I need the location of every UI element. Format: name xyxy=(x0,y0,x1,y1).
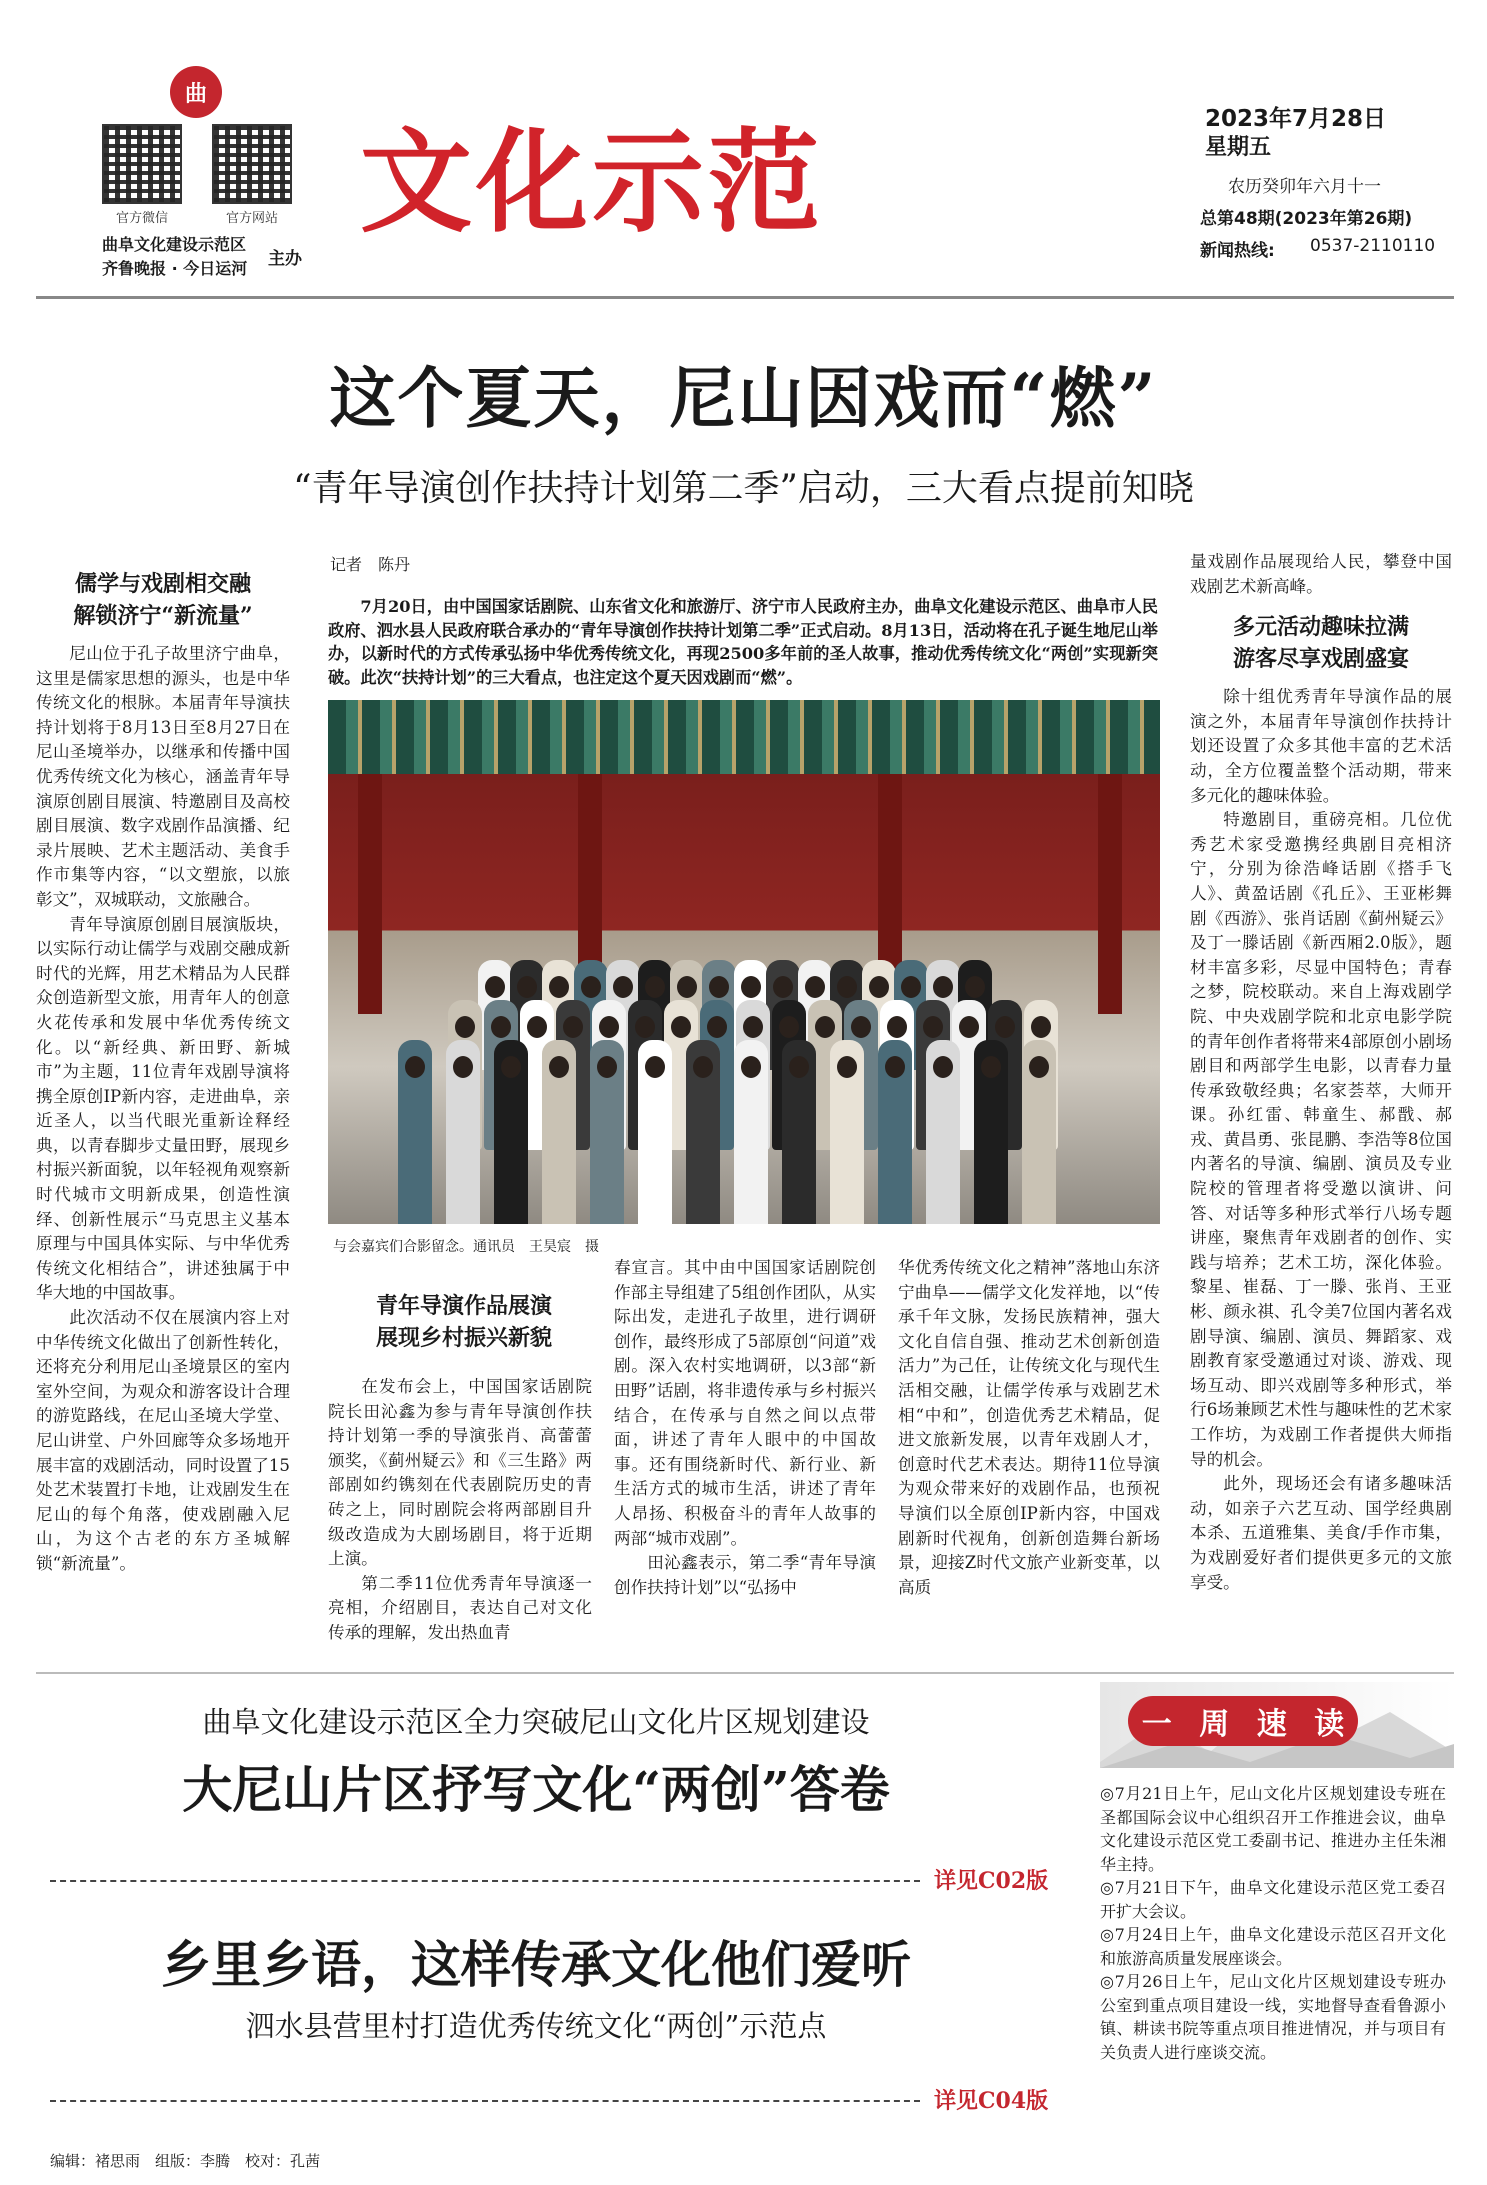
issue-weekday: 星期五 xyxy=(1205,135,1272,160)
person-head xyxy=(1029,1056,1049,1078)
middle-heading-2: 展现乡村振兴新貌 xyxy=(375,1325,552,1351)
story1-ref-link[interactable]: 详见C02版 xyxy=(934,1868,1049,1894)
weekly-title-char: 周 xyxy=(1199,1707,1230,1742)
weekly-item: ◎7月26日上午，尼山文化片区规划建设专班办公室到重点项目建设一线，实地督导查看鲁源小镇、耕读书院等重点项目推进情况，并与项目有关负责人进行座谈交流。 xyxy=(1100,1972,1446,2062)
person-head xyxy=(933,1056,953,1078)
middle-col-1 xyxy=(328,1375,592,1646)
person-head xyxy=(815,1016,835,1038)
sponsor-line-1: 曲阜文化建设示范区 xyxy=(102,235,247,254)
person-head xyxy=(501,1056,521,1078)
lead-intro: 7月20日，由中国国家话剧院、山东省文化和旅游厅、济宁市人民政府主办，曲阜文化建设示范区、曲阜市人民政府、泗水县人民政府联合承办的“青年导演创作扶持计划第二季”正式启动。8月13日，活动将在孔子诞生地尼山举办，以新时代的方式传承弘扬中华优秀传统文化，再现2500多年前的圣人故事，推动优秀传统文化“两创”实现新突破。此次“扶持计划”的三大看点，也注定这个夏天因戏剧而“燃”。 xyxy=(328,597,1158,687)
weekly-title-char: 读 xyxy=(1314,1707,1345,1742)
byline: 记者 陈丹 xyxy=(330,555,411,574)
person-head xyxy=(789,1056,809,1078)
issue-date: 2023年7月28日 xyxy=(1205,106,1387,132)
left-body xyxy=(36,642,290,1577)
lead-headline: 这个夏天，尼山因戏而“燃” xyxy=(329,359,1158,437)
person-head xyxy=(837,1056,857,1078)
person-head xyxy=(527,1016,547,1038)
weekly-item: ◎7月24日上午，曲阜文化建设示范区召开文化和旅游高质量发展座谈会。 xyxy=(1100,1925,1446,1968)
person-head xyxy=(959,1016,979,1038)
weekly-banner xyxy=(1100,1682,1454,1768)
story1-headline: 大尼山片区抒写文化“两创”答卷 xyxy=(182,1760,890,1819)
middle-paragraph: 田沁鑫表示，第二季“青年导演创作扶持计划”以“弘扬中 xyxy=(614,1553,876,1597)
middle-heading-1: 青年导演作品展演 xyxy=(375,1293,552,1319)
qr-code-website[interactable] xyxy=(212,124,292,204)
right-heading-2: 游客尽享戏剧盛宴 xyxy=(1232,646,1409,673)
masthead xyxy=(0,0,1487,300)
weekly-item: ◎7月21日上午，尼山文化片区规划建设专班在圣都国际会议中心组织召开工作推进会议，曲阜文化建设示范区党工委副书记、推进办主任朱湘华主持。 xyxy=(1100,1784,1446,1874)
paper-title: 文化示范 xyxy=(360,118,824,248)
hotline-label: 新闻热线: xyxy=(1200,241,1275,261)
person-head xyxy=(485,976,505,998)
person-head xyxy=(405,1056,425,1078)
person-head xyxy=(581,976,601,998)
person-head xyxy=(707,1016,727,1038)
person-head xyxy=(1031,1016,1051,1038)
person-head xyxy=(455,1016,475,1038)
photo-caption: 与会嘉宾们合影留念。通讯员 王昊宸 摄 xyxy=(333,1239,599,1255)
person-head xyxy=(773,976,793,998)
qr-label-website: 官方网站 xyxy=(225,211,278,226)
person-head xyxy=(981,1056,1001,1078)
person-head xyxy=(549,1056,569,1078)
person-head xyxy=(645,1056,665,1078)
person-head xyxy=(645,976,665,998)
sponsor-role: 主办 xyxy=(268,249,302,269)
person-head xyxy=(741,976,761,998)
weekly-title-char: 速 xyxy=(1256,1707,1287,1742)
masthead-divider xyxy=(36,296,1454,299)
qr-code-wechat[interactable] xyxy=(102,124,182,204)
person-head xyxy=(635,1016,655,1038)
right-heading-1: 多元活动趣味拉满 xyxy=(1232,614,1409,641)
right-paragraph: 除十组优秀青年导演作品的展演之外，本届青年导演创作扶持计划还设置了众多其他丰富的艺术活动，全方位覆盖整个活动期，带来多元化的趣味体验。 xyxy=(1190,687,1452,805)
story2-ref-link[interactable]: 详见C04版 xyxy=(934,2088,1049,2114)
person-head xyxy=(671,1016,691,1038)
right-paragraph: 特邀剧目，重磅亮相。几位优秀艺术家受邀携经典剧目亮相济宁，分别为徐浩峰话剧《搭手飞人》、黄盈话剧《孔丘》、王亚彬舞剧《西游》、张肖话剧《蓟州疑云》及丁一滕话剧《新西厢2.0版》，题材丰富多彩，尽显中国特色；青春之梦，院校联动。来自上海戏剧学院、中央戏剧学院和北京电影学院的青年创作者将带来4部原创小剧场剧目和两部学生电影，以青春力量传承致敬经典；名家荟萃，大师开课。孙红雷、韩童生、郝戬、郝戎、黄昌勇、张昆鹏、李浩等8位国内著名的导演、编剧、演员及专业院校的管理者将受邀以演讲、问答、对话等多种形式举行八场专题讲座，聚焦青年戏剧者的创作、实践与培养；艺术工坊，深化体验。黎星、崔磊、丁一滕、张肖、王亚彬、颜永祺、孔令美7位国内著名戏剧导演、编剧、演员、舞蹈家、戏剧教育家受邀通过对谈、游戏、现场互动、即兴戏剧等多种形式，举行6场兼顾艺术性与趣味性的艺术家工作坊，为戏剧工作者提供大师指导的机会。 xyxy=(1190,810,1452,1469)
person-head xyxy=(901,976,921,998)
person-head xyxy=(677,976,697,998)
right-paragraph: 此外，现场还会有诸多趣味活动，如亲子六艺互动、国学经典剧本杀、五道雅集、美食/手作市集，为戏剧爱好者们提供更多元的文旅享受。 xyxy=(1190,1474,1452,1592)
person-head xyxy=(597,1056,617,1078)
qr-label-wechat: 官方微信 xyxy=(115,211,168,226)
person-head xyxy=(743,1016,763,1038)
group-photo xyxy=(328,700,1160,1224)
weekly-item: ◎7月21日下午，曲阜文化建设示范区党工委召开扩大会议。 xyxy=(1100,1878,1446,1921)
left-paragraph: 尼山位于孔子故里济宁曲阜，这里是儒家思想的源头，也是中华传统文化的根脉。本届青年导演扶持计划将于8月13日至8月27日在尼山圣境举办，以继承和传播中国优秀传统文化为核心，涵盖青年导演原创剧目展演、特邀剧目及高校剧目展演、数字戏剧作品演播、纪录片展映、艺术主题活动、美食手作市集等内容，“以文塑旅，以旅彰文”，双城联动，文旅融合。 xyxy=(36,644,290,909)
person-head xyxy=(613,976,633,998)
story2-rule xyxy=(50,2100,920,2102)
person-head xyxy=(885,1056,905,1078)
story1-rule xyxy=(50,1880,920,1882)
people-group xyxy=(328,700,1160,1224)
middle-paragraph: 在发布会上，中国国家话剧院院长田沁鑫为参与青年导演创作扶持计划第一季的导演张肖、高蕾蕾颁奖，《蓟州疑云》和《三生路》两部剧如约镌刻在代表剧院历史的青砖之上，同时剧院会将两部剧目升级改造成为大剧场剧目，将于近期上演。 xyxy=(328,1377,592,1569)
person-head xyxy=(693,1056,713,1078)
left-paragraph: 此次活动不仅在展演内容上对中华传统文化做出了创新性转化，还将充分利用尼山圣境景区的室内室外空间，为观众和游客设计合理的游览路线，在尼山圣境大学堂、尼山讲堂、户外回廊等众多场地开展丰富的戏剧活动，同时设置了15处艺术装置打卡地，让戏剧发生在尼山的每个角落，使戏剧融入尼山，为这个古老的东方圣城解锁“新流量”。 xyxy=(36,1308,290,1573)
issue-number: 总第48期(2023年第26期) xyxy=(1200,209,1413,229)
person-head xyxy=(933,976,953,998)
sponsor-line-2: 齐鲁晚报 · 今日运河 xyxy=(102,259,248,278)
left-column xyxy=(36,568,290,1577)
lunar-date: 农历癸卯年六月十一 xyxy=(1228,177,1381,197)
middle-paragraph: 华优秀传统文化之精神”落地山东济宁曲阜——儒学文化发祥地，以“传承千年文脉，发扬民族精神，强大文化自信自强、推动艺术创新创造活力”为己任，让传统文化与现代生活相交融，让儒学传承与戏剧艺术相“中和”，创造优秀艺术精品，促进文旅新发展，以青年戏剧人才，创意时代艺术表达。期待11位导演为观众带来好的戏剧作品，也预祝导演们以全原创IP新内容，中国戏剧新时代视角，创新创造舞台新场景，迎接Z时代文旅产业新变革，以高质 xyxy=(898,1258,1160,1597)
middle-col-3 xyxy=(898,1256,1160,1600)
left-paragraph: 青年导演原创剧目展演版块，以实际行动让儒学与戏剧交融成新时代的光辉，用艺术精品为人民群众创造新型文旅，用青年人的创意火花传承和发展中华优秀传统文化。以“新经典、新田野、新城市”为主题，11位青年戏剧导演将携全原创IP新内容，走进曲阜，亲近圣人，以当代眼光重新诠释经典，以青春脚步丈量田野，展现乡村振兴新面貌，以年轻视角观察新时代城市文明新成果，创造性演绎、创新性展示“马克思主义基本原理与中国具体实际、与中华优秀传统文化相结合”，讲述独属于中华大地的中国故事。 xyxy=(36,914,290,1303)
person-head xyxy=(741,1056,761,1078)
person-head xyxy=(805,976,825,998)
middle-col-2 xyxy=(614,1256,876,1600)
person-head xyxy=(709,976,729,998)
person-head xyxy=(869,976,889,998)
story2-kicker: 泗水县营里村打造优秀传统文化“两创”示范点 xyxy=(245,2009,827,2043)
story1-kicker: 曲阜文化建设示范区全力突破尼山文化片区规划建设 xyxy=(202,1705,870,1739)
person-head xyxy=(887,1016,907,1038)
right-carry-over: 量戏剧作品展现给人民，攀登中国戏剧艺术新高峰。 xyxy=(1190,552,1452,596)
person-head xyxy=(779,1016,799,1038)
person-head xyxy=(491,1016,511,1038)
middle-heading xyxy=(328,1290,600,1354)
editor-credits: 编辑：褚思雨 组版：李腾 校对：孔茜 xyxy=(50,2152,321,2170)
person-head xyxy=(923,1016,943,1038)
middle-paragraph: 第二季11位优秀青年导演逐一亮相，介绍剧目，表达自己对文化传承的理解，发出热血青 xyxy=(328,1573,592,1642)
left-heading-1: 儒学与戏剧相交融 xyxy=(74,571,251,597)
weekly-title xyxy=(1128,1696,1358,1746)
middle-paragraph: 春宣言。其中由中国国家话剧院创作部主导组建了5组创作团队，从实际出发，走进孔子故里，进行调研创作，最终形成了5部原创“问道”戏剧。深入农村实地调研，以3部“新田野”话剧，将非遗传承与乡村振兴结合，在传承与自然之间以点带面，讲述了青年人眼中的中国故事。还有围绕新时代、新行业、新生活方式的城市生活，讲述了青年人昂扬、积极奋斗的青年人故事的两部“城市戏剧”。 xyxy=(614,1258,876,1548)
person-head xyxy=(965,976,985,998)
hotline-number: 0537-2110110 xyxy=(1310,236,1436,256)
story2-headline: 乡里乡语，这样传承文化他们爱听 xyxy=(161,1935,911,1994)
person-head xyxy=(549,976,569,998)
section-divider xyxy=(36,1672,1454,1674)
left-heading-2: 解锁济宁“新流量” xyxy=(73,603,253,629)
right-body xyxy=(1190,685,1452,1595)
emblem-seal-icon: 曲 xyxy=(170,66,222,118)
lead-subheadline: “青年导演创作扶持计划第二季”启动，三大看点提前知晓 xyxy=(293,468,1194,509)
person-head xyxy=(599,1016,619,1038)
person-head xyxy=(563,1016,583,1038)
right-column xyxy=(1190,550,1452,1595)
weekly-title-char: 一 xyxy=(1141,1707,1172,1742)
person-head xyxy=(995,1016,1015,1038)
person-head xyxy=(837,976,857,998)
person-head xyxy=(453,1056,473,1078)
person-head xyxy=(517,976,537,998)
weekly-list xyxy=(1100,1782,1446,2064)
person-head xyxy=(851,1016,871,1038)
